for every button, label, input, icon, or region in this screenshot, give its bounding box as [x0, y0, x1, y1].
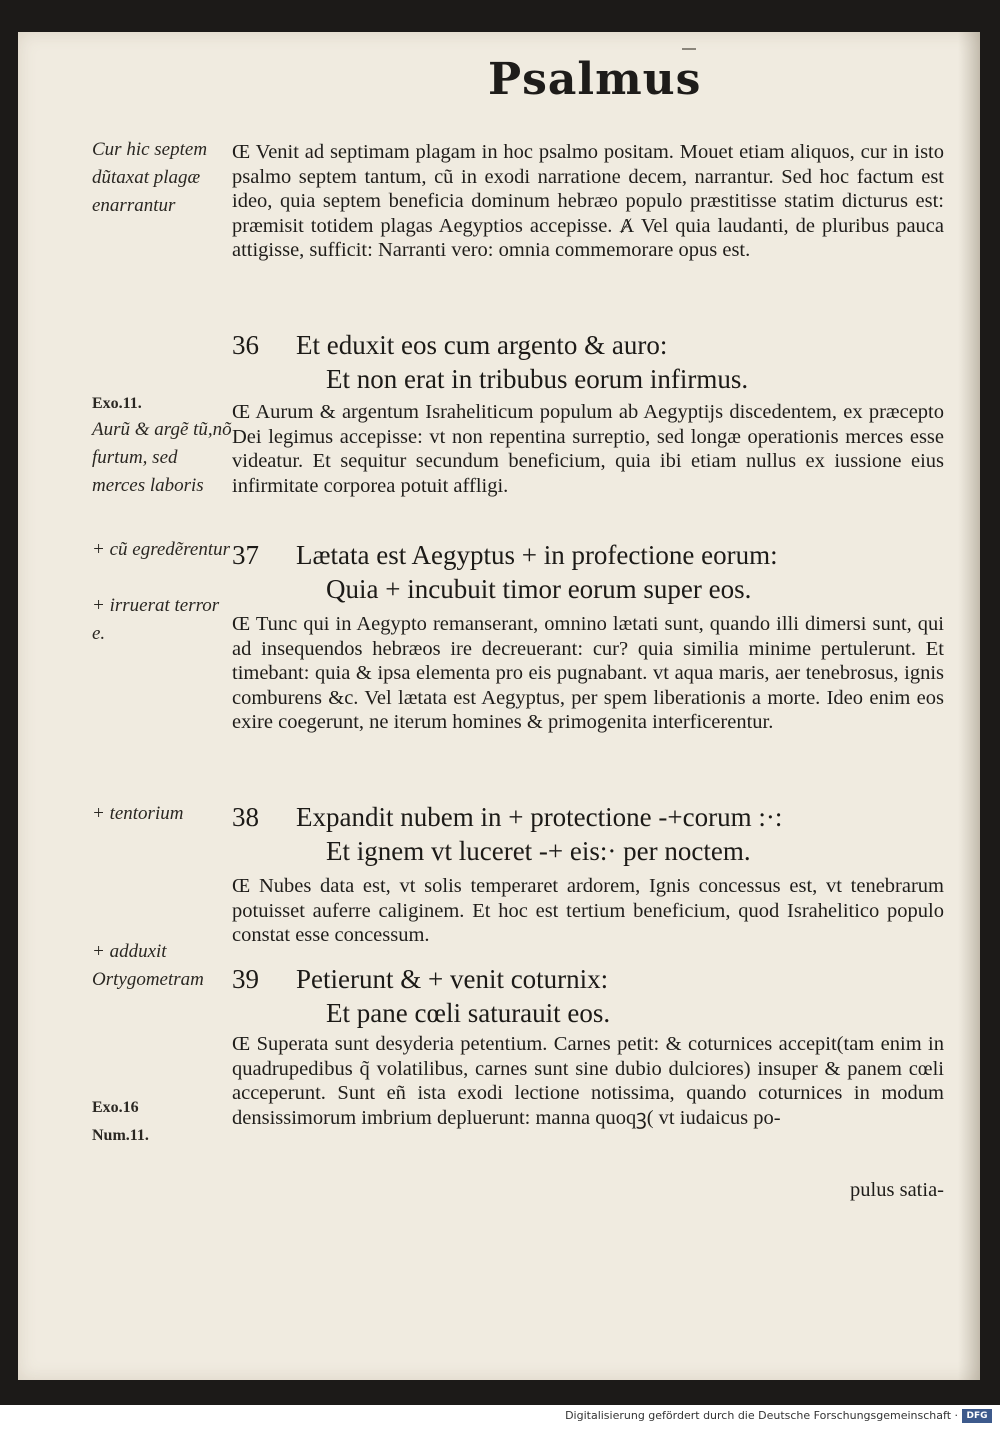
- margin-note-gold-silver: Aurũ & argẽ tũ,nõ furtum, sed merces laboris: [92, 419, 232, 496]
- commentary-paragraph: Œ Superata sunt desyderia petentium. Carnes petit: & coturnices accepit(tam enim in quadrupedibus q̃ volatilibus, carnes sunt sine dubio dulciores) insuper & panem cœli acceperunt. Sunt eñ ista exodi lectione notissima, quando coturnices in modum densissimorum imbrium depluerunt: manna quoqꝫ( vt iudaicus po-: [232, 1033, 944, 1129]
- commentary-paragraph: Œ Venit ad septimam plagam in hoc psalmo positam. Mouet etiam aliquos, cur in isto psalmo septem tantum, cũ in exodi narratione decem, narrantur. Sed hoc factum est ideo, quia septem beneficia dominum hebræo populo præstitisse statim dicturus est: præmisit totidem plagas Aegyptios accepisse. Ⱥ Vel quia laudanti, de pluribus pauca attigisse, sufficit: Narranti vero: omnia commemorare opus est.: [232, 141, 944, 261]
- footer-bar: [0, 1405, 1000, 1429]
- verse-37: [232, 538, 944, 606]
- verse-line: Quia + incubuit timor eorum super eos.: [326, 574, 752, 604]
- verse-line: Lætata est Aegyptus + in profectione eorum:: [296, 540, 778, 570]
- margin-note-exodus-11: Exo.11.: [92, 395, 142, 412]
- verse-36: [232, 328, 944, 396]
- verse-number: 36: [232, 330, 259, 360]
- verse-number: 37: [232, 540, 259, 570]
- verse-number: 39: [232, 964, 259, 994]
- ink-mark: [682, 48, 696, 50]
- commentary-paragraph: Œ Aurum & argentum Israheliticum populum ab Aegyptijs discedentem, ex præcepto Dei legimus accepisse: vt non repentina surreptio, sed longæ operationis merces esse videatur. Et sequitur secundum beneficium, quia ibi etiam nullus ex iussione eius infirmitate corporea potuit affligi.: [232, 401, 944, 497]
- footer-credit: Digitalisierung gefördert durch die Deutsche Forschungsgemeinschaft ·: [565, 1409, 958, 1422]
- margin-note-egredentur: + cũ egredẽrentur: [92, 539, 231, 560]
- verse-line: Expandit nubem in + protectione -+corum :·:: [296, 802, 783, 832]
- margin-note-exodus-16: Exo.16: [92, 1099, 139, 1116]
- dfg-logo-icon: DFG: [962, 1409, 992, 1423]
- verse-line: Et pane cœli saturauit eos.: [326, 998, 611, 1028]
- margin-note-terror: + irruerat terror e.: [92, 595, 220, 644]
- verse-line: Et ignem vt luceret -+ eis:· per noctem.: [326, 836, 751, 866]
- verse-line: Et non erat in tribubus eorum infirmus.: [326, 364, 749, 394]
- commentary-paragraph: Œ Nubes data est, vt solis temperaret ardorem, Ignis concessus est, vt tenebrarum potuisset auferre caliginem. Et hoc est tertium beneficium, quod Israhelitico populo constat esse concessum.: [232, 875, 944, 946]
- verse-line: Petierunt & + venit coturnix:: [296, 964, 609, 994]
- commentary-paragraph: Œ Tunc qui in Aegypto remanserant, omnino lætati sunt, quando illi dimersi sunt, qui ad insequendos hebræos ire decreuerant: cur? quia similia minime pertulerunt. Et timebant: quia & ipsa elementa pro eis pugnabant. vt aqua maris, aer tenebrosus, ignis comburens &c. Vel lætata est Aegyptus, per spem liberationis a morte. Ideo enim eos exire coegerunt, ne iterum homines & primogenita interficerentur.: [232, 613, 944, 733]
- verse-39: [232, 962, 944, 1030]
- page-edge-shadow: [958, 32, 980, 1380]
- margin-note-plagues: Cur hic septem dũtaxat plagæ enarrantur: [92, 139, 208, 216]
- verse-line: Et eduxit eos cum argento & auro:: [296, 330, 668, 360]
- running-header: Psalmus: [488, 54, 702, 105]
- margin-note-ortygometram: + adduxit Ortygometram: [92, 941, 204, 990]
- verse-number: 38: [232, 802, 259, 832]
- catchword-line: pulus satia-: [850, 1179, 944, 1201]
- verse-38: [232, 800, 944, 868]
- margin-note-numbers-11: Num.11.: [92, 1127, 149, 1144]
- margin-note-tentorium: + tentorium: [92, 803, 184, 824]
